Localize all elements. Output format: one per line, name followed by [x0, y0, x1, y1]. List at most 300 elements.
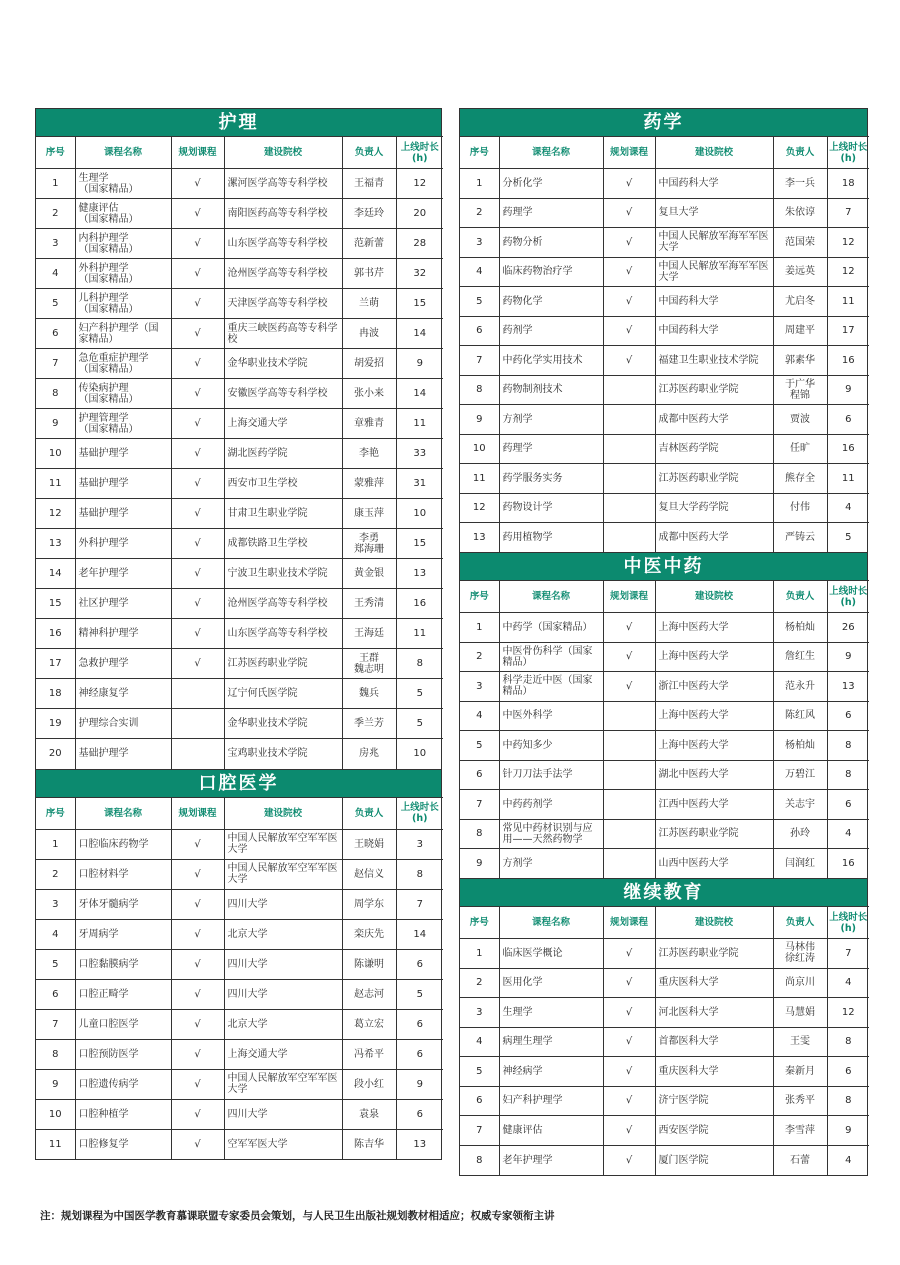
cell-index: 5 [460, 287, 499, 317]
header-duration: 上线时长 (h) [396, 797, 443, 829]
cell-duration: 16 [396, 589, 443, 619]
header-duration: 上线时长 (h) [827, 907, 869, 939]
cell-institution: 上海中医药大学 [655, 731, 773, 761]
table-row [36, 499, 443, 529]
table-row [460, 642, 869, 672]
cell-planned: √ [603, 998, 655, 1028]
table-row [460, 819, 869, 849]
cell-course-name: 口腔黏膜病学 [75, 949, 171, 979]
cell-duration: 11 [827, 464, 869, 494]
table-header-row [36, 137, 443, 169]
header-index: 序号 [36, 137, 75, 169]
cell-planned: √ [603, 939, 655, 969]
cell-institution: 中国药科大学 [655, 287, 773, 317]
table-row [460, 287, 869, 317]
table-row [460, 375, 869, 405]
cell-index: 2 [460, 642, 499, 672]
table-row [36, 349, 443, 379]
cell-institution: 上海中医药大学 [655, 642, 773, 672]
cell-institution: 济宁医学院 [655, 1086, 773, 1116]
cell-planned: √ [171, 499, 224, 529]
table-row [460, 523, 869, 553]
cell-index: 9 [36, 1069, 75, 1099]
cell-course-name: 健康评估 （国家精品） [75, 199, 171, 229]
section-title: 继续教育 [460, 879, 867, 906]
cell-duration: 6 [396, 1039, 443, 1069]
cell-duration: 13 [827, 672, 869, 702]
cell-duration: 6 [827, 790, 869, 820]
header-duration: 上线时长 (h) [827, 581, 869, 613]
cell-course-name: 神经康复学 [75, 679, 171, 709]
header-planned: 规划课程 [603, 907, 655, 939]
cell-course-name: 护理管理学 （国家精品） [75, 409, 171, 439]
header-lead: 负责人 [773, 137, 827, 169]
cell-institution: 山东医学高等专科学校 [224, 619, 342, 649]
cell-planned: √ [171, 619, 224, 649]
cell-institution: 中国人民解放军海军军医大学 [655, 228, 773, 258]
cell-planned: √ [603, 346, 655, 376]
cell-institution: 江苏医药职业学院 [655, 939, 773, 969]
cell-course-name: 口腔临床药物学 [75, 829, 171, 859]
cell-lead: 付伟 [773, 493, 827, 523]
cell-planned: √ [171, 439, 224, 469]
cell-lead: 石蕾 [773, 1145, 827, 1175]
cell-lead: 王晓娟 [342, 829, 396, 859]
cell-lead: 杨柏灿 [773, 731, 827, 761]
cell-institution: 厦门医学院 [655, 1145, 773, 1175]
table-row [460, 1027, 869, 1057]
cell-planned: √ [171, 1039, 224, 1069]
header-institution: 建设院校 [224, 137, 342, 169]
cell-duration: 4 [827, 493, 869, 523]
cell-index: 2 [36, 859, 75, 889]
cell-lead: 秦新月 [773, 1057, 827, 1087]
cell-institution: 首都医科大学 [655, 1027, 773, 1057]
cell-institution: 西安医学院 [655, 1116, 773, 1146]
cell-planned: √ [603, 1145, 655, 1175]
cell-index: 4 [36, 919, 75, 949]
cell-planned: √ [171, 259, 224, 289]
cell-lead: 章雅青 [342, 409, 396, 439]
header-lead: 负责人 [342, 137, 396, 169]
cell-index: 12 [460, 493, 499, 523]
cell-duration: 13 [396, 1129, 443, 1159]
cell-institution: 天津医学高等专科学校 [224, 289, 342, 319]
cell-index: 15 [36, 589, 75, 619]
cell-index: 6 [36, 319, 75, 349]
cell-lead: 范新蕾 [342, 229, 396, 259]
cell-institution: 沧州医学高等专科学校 [224, 589, 342, 619]
cell-duration: 14 [396, 919, 443, 949]
cell-lead: 周建平 [773, 316, 827, 346]
table-row [460, 968, 869, 998]
cell-planned: √ [171, 649, 224, 679]
header-institution: 建设院校 [224, 797, 342, 829]
cell-course-name: 药理学 [499, 434, 603, 464]
cell-index: 12 [36, 499, 75, 529]
cell-index: 3 [460, 228, 499, 258]
cell-course-name: 中医外科学 [499, 701, 603, 731]
cell-course-name: 药物化学 [499, 287, 603, 317]
cell-duration: 8 [827, 1027, 869, 1057]
table-row [460, 346, 869, 376]
table-row [36, 679, 443, 709]
cell-planned: √ [603, 198, 655, 228]
cell-index: 3 [460, 998, 499, 1028]
cell-lead: 范国荣 [773, 228, 827, 258]
course-table [36, 136, 443, 769]
table-row [36, 919, 443, 949]
table-row [36, 829, 443, 859]
cell-lead: 朱依谆 [773, 198, 827, 228]
header-index: 序号 [460, 137, 499, 169]
header-lead: 负责人 [773, 581, 827, 613]
cell-planned: √ [171, 859, 224, 889]
cell-institution: 中国人民解放军空军军医大学 [224, 829, 342, 859]
table-row [460, 464, 869, 494]
cell-institution: 湖北医药学院 [224, 439, 342, 469]
table-row [460, 849, 869, 879]
table-row [36, 649, 443, 679]
table-row [460, 228, 869, 258]
cell-planned [603, 849, 655, 879]
cell-lead: 王群 魏志明 [342, 649, 396, 679]
right-column [459, 108, 868, 1176]
section-continuing [459, 879, 868, 1176]
course-table [460, 580, 869, 878]
cell-planned: √ [171, 979, 224, 1009]
cell-institution: 中国人民解放军空军军医大学 [224, 859, 342, 889]
cell-planned [603, 405, 655, 435]
cell-course-name: 药物分析 [499, 228, 603, 258]
cell-duration: 6 [396, 1009, 443, 1039]
cell-index: 4 [460, 257, 499, 287]
cell-course-name: 口腔修复学 [75, 1129, 171, 1159]
cell-planned [603, 434, 655, 464]
cell-duration: 16 [827, 346, 869, 376]
cell-institution: 重庆三峡医药高等专科学校 [224, 319, 342, 349]
cell-institution: 安徽医学高等专科学校 [224, 379, 342, 409]
table-row [460, 731, 869, 761]
header-planned: 规划课程 [171, 137, 224, 169]
cell-planned: √ [603, 642, 655, 672]
cell-planned: √ [603, 169, 655, 199]
cell-index: 1 [460, 169, 499, 199]
cell-index: 18 [36, 679, 75, 709]
cell-lead: 闫润红 [773, 849, 827, 879]
cell-index: 3 [36, 889, 75, 919]
cell-planned [603, 731, 655, 761]
cell-planned: √ [603, 1116, 655, 1146]
section-nursing [35, 108, 442, 770]
cell-lead: 郭素华 [773, 346, 827, 376]
cell-duration: 6 [396, 1099, 443, 1129]
header-planned: 规划课程 [603, 137, 655, 169]
cell-index: 7 [36, 349, 75, 379]
cell-course-name: 儿科护理学 （国家精品） [75, 289, 171, 319]
cell-index: 11 [36, 1129, 75, 1159]
left-column [35, 108, 442, 1160]
cell-index: 8 [36, 379, 75, 409]
header-index: 序号 [460, 581, 499, 613]
cell-institution: 复旦大学药学院 [655, 493, 773, 523]
cell-planned: √ [171, 889, 224, 919]
cell-duration: 7 [396, 889, 443, 919]
cell-course-name: 药物制剂技术 [499, 375, 603, 405]
header-institution: 建设院校 [655, 581, 773, 613]
cell-course-name: 中药知多少 [499, 731, 603, 761]
cell-institution: 西安市卫生学校 [224, 469, 342, 499]
cell-course-name: 儿童口腔医学 [75, 1009, 171, 1039]
cell-index: 13 [36, 529, 75, 559]
header-lead: 负责人 [773, 907, 827, 939]
cell-duration: 11 [396, 619, 443, 649]
cell-index: 1 [460, 613, 499, 643]
cell-lead: 黄金银 [342, 559, 396, 589]
cell-institution: 吉林医药学院 [655, 434, 773, 464]
cell-course-name: 药用植物学 [499, 523, 603, 553]
table-row [460, 760, 869, 790]
cell-institution: 成都铁路卫生学校 [224, 529, 342, 559]
cell-lead: 李廷玲 [342, 199, 396, 229]
table-row [36, 979, 443, 1009]
cell-duration: 9 [827, 642, 869, 672]
cell-lead: 袁泉 [342, 1099, 396, 1129]
table-row [36, 619, 443, 649]
cell-lead: 万碧江 [773, 760, 827, 790]
cell-duration: 8 [827, 731, 869, 761]
cell-lead: 姜远英 [773, 257, 827, 287]
cell-course-name: 中药药剂学 [499, 790, 603, 820]
cell-planned: √ [171, 469, 224, 499]
cell-duration: 9 [827, 1116, 869, 1146]
section-dental [35, 770, 442, 1161]
cell-institution: 金华职业技术学院 [224, 709, 342, 739]
table-row [460, 316, 869, 346]
cell-institution: 空军军医大学 [224, 1129, 342, 1159]
cell-planned: √ [603, 316, 655, 346]
cell-planned: √ [171, 319, 224, 349]
cell-planned: √ [171, 1069, 224, 1099]
cell-institution: 甘肃卫生职业学院 [224, 499, 342, 529]
cell-course-name: 精神科护理学 [75, 619, 171, 649]
cell-duration: 26 [827, 613, 869, 643]
cell-course-name: 药物设计学 [499, 493, 603, 523]
cell-institution: 上海中医药大学 [655, 613, 773, 643]
cell-institution: 辽宁何氏医学院 [224, 679, 342, 709]
section-title: 药学 [460, 109, 867, 136]
cell-planned: √ [603, 613, 655, 643]
cell-planned: √ [603, 228, 655, 258]
cell-institution: 四川大学 [224, 889, 342, 919]
section-title: 口腔医学 [36, 770, 441, 797]
cell-lead: 詹红生 [773, 642, 827, 672]
cell-lead: 李艳 [342, 439, 396, 469]
cell-institution: 江苏医药职业学院 [655, 464, 773, 494]
cell-lead: 熊存全 [773, 464, 827, 494]
cell-duration: 5 [396, 979, 443, 1009]
cell-planned: √ [603, 1057, 655, 1087]
cell-planned: √ [171, 409, 224, 439]
cell-lead: 王福青 [342, 169, 396, 199]
header-course-name: 课程名称 [499, 581, 603, 613]
cell-institution: 宁波卫生职业技术学院 [224, 559, 342, 589]
cell-planned: √ [171, 1129, 224, 1159]
cell-institution: 南阳医药高等专科学校 [224, 199, 342, 229]
cell-duration: 31 [396, 469, 443, 499]
cell-planned: √ [171, 229, 224, 259]
table-row [460, 1145, 869, 1175]
cell-institution: 山西中医药大学 [655, 849, 773, 879]
cell-lead: 李一兵 [773, 169, 827, 199]
cell-duration: 10 [396, 499, 443, 529]
cell-institution: 浙江中医药大学 [655, 672, 773, 702]
cell-duration: 8 [827, 760, 869, 790]
cell-lead: 冉波 [342, 319, 396, 349]
cell-course-name: 科学走近中医（国家精品） [499, 672, 603, 702]
table-row [460, 257, 869, 287]
cell-lead: 周学东 [342, 889, 396, 919]
cell-institution: 中国人民解放军空军军医大学 [224, 1069, 342, 1099]
footnote: 注：规划课程为中国医学教育慕课联盟专家委员会策划，与人民卫生出版社规划教材相适应；权威专家领衔主讲 [40, 1210, 555, 1222]
cell-index: 3 [460, 672, 499, 702]
cell-duration: 17 [827, 316, 869, 346]
cell-duration: 3 [396, 829, 443, 859]
cell-course-name: 急救护理学 [75, 649, 171, 679]
cell-index: 13 [460, 523, 499, 553]
cell-lead: 王海廷 [342, 619, 396, 649]
cell-duration: 16 [827, 434, 869, 464]
cell-lead: 任旷 [773, 434, 827, 464]
table-row [460, 790, 869, 820]
cell-lead: 陈红风 [773, 701, 827, 731]
header-index: 序号 [36, 797, 75, 829]
cell-course-name: 方剂学 [499, 849, 603, 879]
cell-duration: 13 [396, 559, 443, 589]
cell-index: 1 [36, 829, 75, 859]
cell-duration: 12 [396, 169, 443, 199]
cell-index: 19 [36, 709, 75, 739]
cell-course-name: 临床药物治疗学 [499, 257, 603, 287]
cell-planned: √ [603, 1027, 655, 1057]
header-index: 序号 [460, 907, 499, 939]
cell-planned: √ [603, 968, 655, 998]
cell-index: 2 [36, 199, 75, 229]
cell-index: 8 [460, 819, 499, 849]
cell-course-name: 临床医学概论 [499, 939, 603, 969]
cell-course-name: 外科护理学 （国家精品） [75, 259, 171, 289]
cell-lead: 尤启冬 [773, 287, 827, 317]
header-lead: 负责人 [342, 797, 396, 829]
cell-course-name: 中药学（国家精品） [499, 613, 603, 643]
table-row [36, 199, 443, 229]
cell-duration: 9 [396, 349, 443, 379]
table-row [460, 198, 869, 228]
cell-lead: 季兰芳 [342, 709, 396, 739]
table-row [36, 169, 443, 199]
cell-lead: 严铸云 [773, 523, 827, 553]
cell-institution: 江苏医药职业学院 [224, 649, 342, 679]
table-row [460, 1057, 869, 1087]
course-table [460, 906, 869, 1175]
cell-index: 7 [460, 346, 499, 376]
cell-course-name: 口腔正畸学 [75, 979, 171, 1009]
cell-duration: 15 [396, 289, 443, 319]
cell-institution: 上海中医药大学 [655, 701, 773, 731]
cell-duration: 10 [396, 739, 443, 769]
cell-lead: 赵志河 [342, 979, 396, 1009]
cell-index: 8 [460, 1145, 499, 1175]
cell-institution: 重庆医科大学 [655, 968, 773, 998]
cell-duration: 16 [827, 849, 869, 879]
cell-course-name: 基础护理学 [75, 499, 171, 529]
cell-duration: 5 [396, 679, 443, 709]
cell-lead: 张秀平 [773, 1086, 827, 1116]
cell-index: 11 [460, 464, 499, 494]
cell-duration: 4 [827, 1145, 869, 1175]
table-row [36, 589, 443, 619]
cell-course-name: 药学服务实务 [499, 464, 603, 494]
cell-course-name: 神经病学 [499, 1057, 603, 1087]
cell-institution: 中国药科大学 [655, 169, 773, 199]
cell-index: 4 [36, 259, 75, 289]
cell-index: 10 [36, 439, 75, 469]
cell-lead: 贾波 [773, 405, 827, 435]
cell-planned: √ [171, 199, 224, 229]
table-row [460, 1116, 869, 1146]
cell-course-name: 常见中药材识别与应用——天然药物学 [499, 819, 603, 849]
cell-index: 2 [460, 198, 499, 228]
cell-index: 1 [460, 939, 499, 969]
cell-planned [603, 375, 655, 405]
cell-planned: √ [171, 589, 224, 619]
cell-planned: √ [171, 559, 224, 589]
cell-duration: 12 [827, 257, 869, 287]
cell-duration: 6 [396, 949, 443, 979]
cell-lead: 蒙雅萍 [342, 469, 396, 499]
cell-course-name: 方剂学 [499, 405, 603, 435]
cell-course-name: 牙体牙髓病学 [75, 889, 171, 919]
cell-lead: 康玉萍 [342, 499, 396, 529]
cell-course-name: 护理综合实训 [75, 709, 171, 739]
table-row [36, 1129, 443, 1159]
cell-index: 4 [460, 1027, 499, 1057]
table-row [36, 319, 443, 349]
cell-course-name: 中医骨伤科学（国家精品） [499, 642, 603, 672]
cell-course-name: 健康评估 [499, 1116, 603, 1146]
cell-index: 4 [460, 701, 499, 731]
cell-institution: 四川大学 [224, 949, 342, 979]
cell-lead: 赵信义 [342, 859, 396, 889]
cell-planned [603, 760, 655, 790]
cell-planned: √ [171, 169, 224, 199]
cell-index: 10 [460, 434, 499, 464]
header-duration: 上线时长 (h) [396, 137, 443, 169]
cell-course-name: 口腔预防医学 [75, 1039, 171, 1069]
cell-lead: 尚京川 [773, 968, 827, 998]
cell-duration: 11 [396, 409, 443, 439]
cell-course-name: 基础护理学 [75, 739, 171, 769]
table-header-row [460, 581, 869, 613]
cell-index: 10 [36, 1099, 75, 1129]
cell-duration: 20 [396, 199, 443, 229]
table-row [460, 939, 869, 969]
cell-course-name: 外科护理学 [75, 529, 171, 559]
cell-index: 9 [460, 405, 499, 435]
cell-duration: 7 [827, 939, 869, 969]
cell-planned: √ [603, 1086, 655, 1116]
cell-lead: 陈谦明 [342, 949, 396, 979]
